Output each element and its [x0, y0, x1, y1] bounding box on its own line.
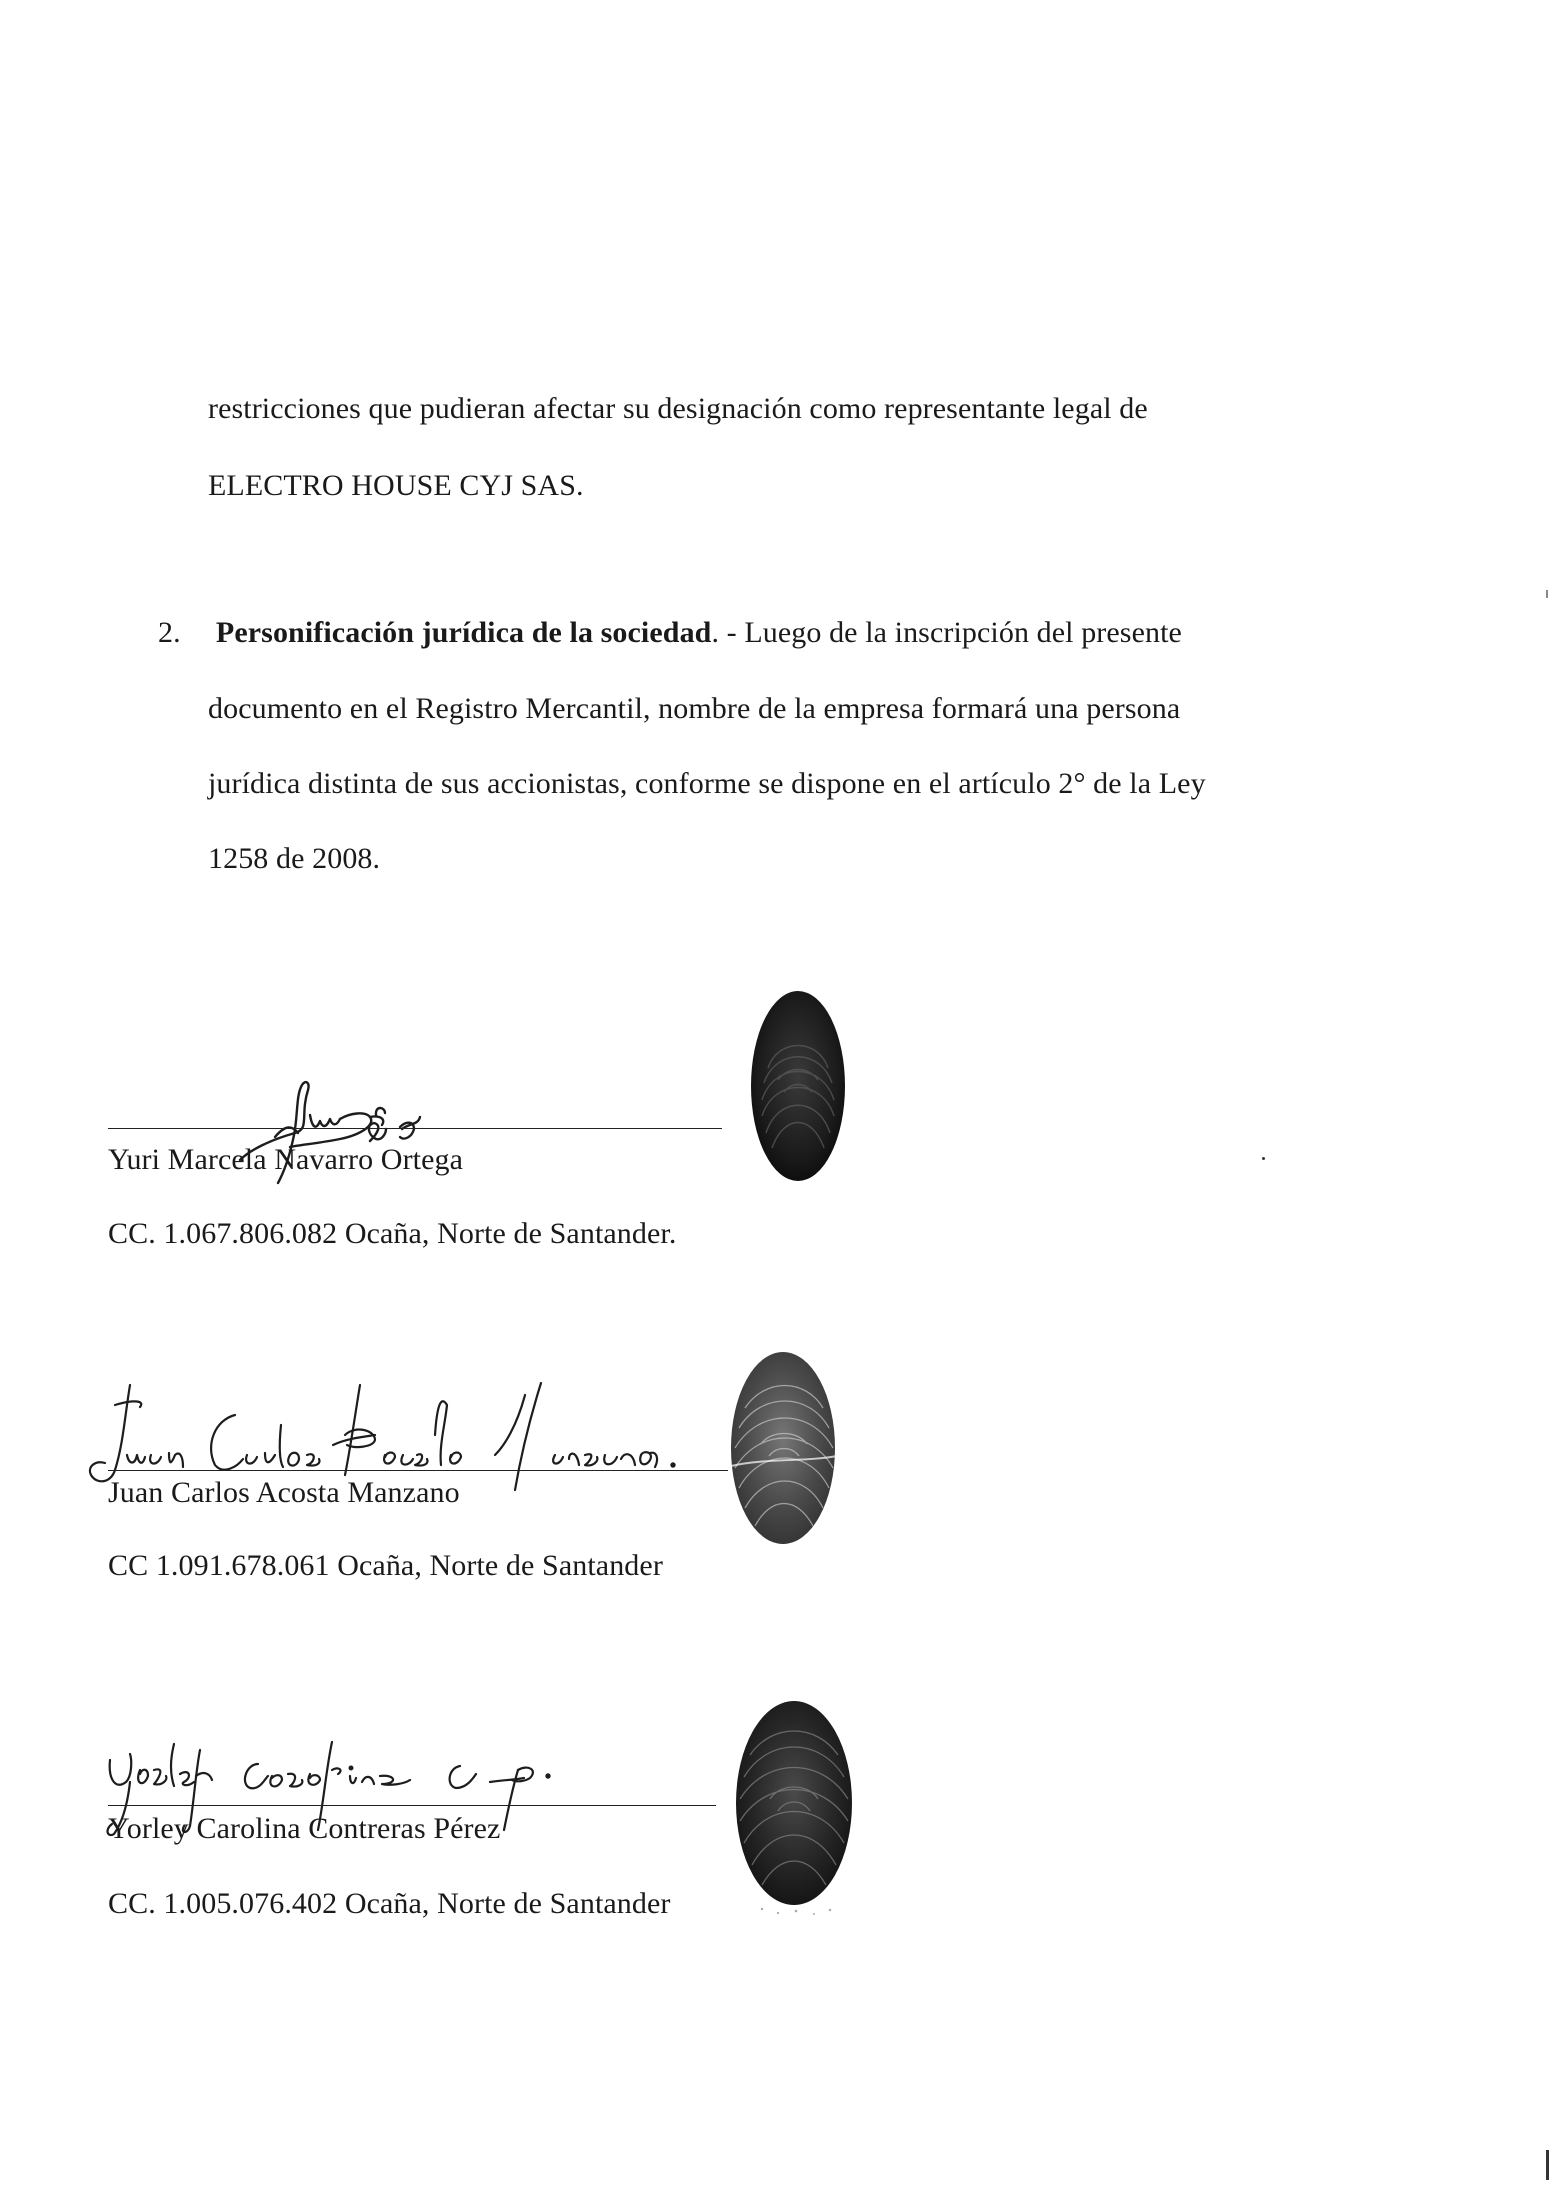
- item-2-first-line: [158, 616, 1182, 650]
- signatory-3-id: CC. 1.005.076.402 Ocaña, Norte de Santander: [108, 1887, 671, 1920]
- item-line-1-rest: Luego de la inscripción del presente: [744, 616, 1182, 649]
- item-heading: Personificación jurídica de la sociedad: [215, 616, 712, 649]
- paragraph-line-1: restricciones que pudieran afectar su designación como representante legal de: [208, 392, 1148, 425]
- item-heading-suffix: . -: [711, 616, 745, 649]
- item-number: 2.: [158, 616, 181, 649]
- fingerprint-3: [722, 1695, 862, 1921]
- signature-line-2: [108, 1470, 728, 1471]
- signatory-3-name: Yorley Carolina Contreras Pérez: [108, 1812, 501, 1845]
- signatory-1-id: CC. 1.067.806.082 Ocaña, Norte de Santander.: [108, 1217, 677, 1250]
- item-2-line-4: 1258 de 2008.: [208, 842, 381, 875]
- scan-dot: [1262, 1157, 1265, 1160]
- scan-edge-tick: [1546, 590, 1548, 598]
- fingerprint-1: [748, 988, 848, 1184]
- scan-edge-mark: [1546, 2150, 1549, 2180]
- signatory-2-name: Juan Carlos Acosta Manzano: [108, 1476, 460, 1509]
- signatory-2-id: CC 1.091.678.061 Ocaña, Norte de Santander: [108, 1549, 663, 1582]
- signature-line-3: [108, 1805, 716, 1806]
- fingerprint-2: [725, 1348, 843, 1554]
- item-2-line-2: documento en el Registro Mercantil, nombre de la empresa formará una persona: [208, 692, 1181, 725]
- item-2-line-3: jurídica distinta de sus accionistas, conforme se dispone en el artículo 2° de la Ley: [208, 767, 1206, 800]
- paragraph-line-2: ELECTRO HOUSE CYJ SAS.: [208, 469, 584, 502]
- signatory-1-name: Yuri Marcela Navarro Ortega: [108, 1143, 464, 1176]
- signature-line-1: [108, 1128, 722, 1129]
